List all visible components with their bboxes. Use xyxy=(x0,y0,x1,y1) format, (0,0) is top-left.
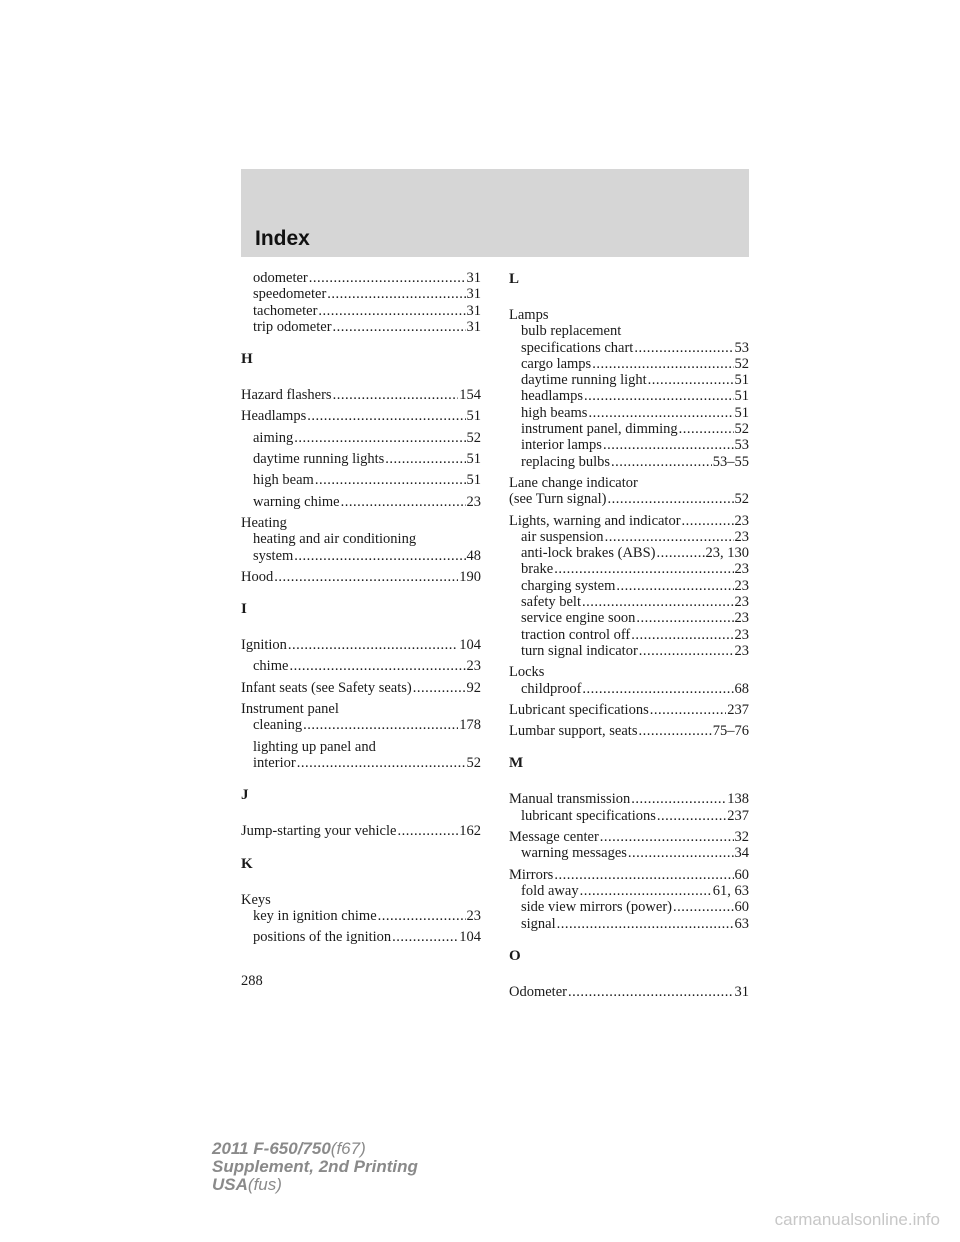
dot-leader xyxy=(657,808,726,824)
entry-page: 23 xyxy=(734,610,749,627)
index-entry xyxy=(509,867,749,883)
dot-leader xyxy=(584,388,733,404)
entry-page: 104 xyxy=(459,637,481,654)
index-entry xyxy=(241,680,481,696)
index-subentry xyxy=(509,610,749,626)
dot-leader xyxy=(603,437,734,453)
entry-text: Ignition xyxy=(241,637,287,654)
index-entry xyxy=(241,637,481,653)
dot-leader xyxy=(592,356,733,372)
index-subentry xyxy=(241,494,481,510)
entry-text: charging system xyxy=(521,577,616,594)
section-letter: J xyxy=(241,787,249,804)
entry-text: traction control off xyxy=(521,626,631,643)
index-subentry xyxy=(509,356,749,372)
index-subentry xyxy=(509,883,749,899)
entry-page: 31 xyxy=(734,983,749,1000)
dot-leader xyxy=(554,867,733,883)
entry-text: daytime running light xyxy=(521,372,647,389)
index-entry xyxy=(241,515,481,531)
index-subentry xyxy=(241,472,481,488)
index-subentry xyxy=(241,430,481,446)
dot-leader xyxy=(327,286,465,302)
entry-text: key in ignition chime xyxy=(253,907,377,924)
dot-leader xyxy=(580,883,712,899)
entry-page: 48 xyxy=(466,547,481,564)
entry-page: 23 xyxy=(734,512,749,529)
entry-page: 237 xyxy=(727,701,749,718)
entry-text: brake xyxy=(521,561,554,578)
dot-leader xyxy=(294,548,465,564)
entry-page: 51 xyxy=(466,451,481,468)
footer-line-2: Supplement, 2nd Printing xyxy=(212,1157,418,1176)
entry-text: Manual transmission xyxy=(509,791,631,808)
entry-text: Lumbar support, seats xyxy=(509,723,638,740)
dot-leader xyxy=(315,472,466,488)
index-subentry xyxy=(241,319,481,335)
index-entry xyxy=(509,791,749,807)
entry-text: Instrument panel xyxy=(241,701,339,718)
entry-text: Odometer xyxy=(509,983,567,1000)
entry-text: turn signal indicator xyxy=(521,642,638,659)
entry-page: 23, 130 xyxy=(705,545,749,562)
dot-leader xyxy=(636,610,733,626)
index-entry xyxy=(509,475,749,491)
index-subentry xyxy=(509,372,749,388)
dot-leader xyxy=(385,451,465,467)
section-letter: H xyxy=(241,351,253,368)
index-entry xyxy=(241,892,481,908)
index-subentry xyxy=(241,531,481,547)
entry-text: positions of the ignition xyxy=(253,929,392,946)
entry-page: 52 xyxy=(466,754,481,771)
index-entry xyxy=(241,823,481,839)
entry-text: instrument panel, dimming xyxy=(521,421,678,438)
index-subentry xyxy=(241,929,481,945)
footer-line-1 xyxy=(212,1140,418,1158)
dot-leader xyxy=(554,561,733,577)
dot-leader xyxy=(307,408,465,424)
entry-page: 23 xyxy=(734,642,749,659)
index-subentry xyxy=(509,899,749,915)
entry-page: 31 xyxy=(466,302,481,319)
entry-text: system xyxy=(253,547,294,564)
dot-leader xyxy=(378,908,466,924)
entry-page: 51 xyxy=(466,472,481,489)
dot-leader xyxy=(616,578,733,594)
index-subentry xyxy=(241,286,481,302)
page-number: 288 xyxy=(241,973,263,989)
index-subentry xyxy=(241,303,481,319)
entry-page: 60 xyxy=(734,866,749,883)
dot-leader xyxy=(673,899,734,915)
entry-page: 51 xyxy=(734,404,749,421)
entry-page: 51 xyxy=(466,408,481,425)
entry-page: 23 xyxy=(734,528,749,545)
entry-page: 23 xyxy=(734,577,749,594)
entry-page: 52 xyxy=(734,355,749,372)
dot-leader xyxy=(557,916,734,932)
index-entry xyxy=(509,664,749,680)
dot-leader xyxy=(318,303,465,319)
dot-leader xyxy=(333,387,459,403)
index-subentry xyxy=(509,545,749,561)
entry-page: 75–76 xyxy=(712,723,749,740)
dot-leader xyxy=(588,405,733,421)
entry-page: 53 xyxy=(734,437,749,454)
index-subentry xyxy=(509,916,749,932)
entry-text: headlamps xyxy=(521,388,584,405)
entry-text: Lane change indicator xyxy=(509,474,638,491)
index-entry xyxy=(241,408,481,424)
dot-leader xyxy=(297,755,466,771)
index-subentry xyxy=(509,421,749,437)
entry-text: tachometer xyxy=(253,302,318,319)
section-letter: I xyxy=(241,601,247,618)
entry-text: cleaning xyxy=(253,717,303,734)
section-header-band xyxy=(241,169,749,257)
entry-text: Infant seats (see Safety seats) xyxy=(241,679,412,696)
entry-text: Lamps xyxy=(509,307,549,323)
entry-page: 23 xyxy=(466,493,481,510)
entry-text: Message center xyxy=(509,829,599,846)
dot-leader xyxy=(638,723,711,739)
entry-page: 60 xyxy=(734,899,749,916)
entry-text: high beam xyxy=(253,472,314,489)
entry-page: 23 xyxy=(734,594,749,611)
entry-text: replacing bulbs xyxy=(521,453,610,470)
dot-leader xyxy=(611,454,712,470)
index-entry xyxy=(509,513,749,529)
index-entry xyxy=(509,491,749,507)
entry-text: childproof xyxy=(521,680,582,697)
dot-leader xyxy=(341,494,466,510)
entry-text: daytime running lights xyxy=(253,451,385,468)
entry-page: 190 xyxy=(459,568,481,585)
footer-model-code: (f67) xyxy=(330,1139,366,1158)
index-subentry xyxy=(509,808,749,824)
entry-text: Keys xyxy=(241,891,271,908)
entry-text: air suspension xyxy=(521,528,604,545)
index-subentry xyxy=(509,643,749,659)
entry-page: 92 xyxy=(466,679,481,696)
index-entry xyxy=(241,569,481,585)
footer-model: 2011 F-650/750 xyxy=(212,1139,331,1158)
entry-text: chime xyxy=(253,658,289,675)
entry-page: 31 xyxy=(466,286,481,303)
entry-page: 31 xyxy=(466,318,481,335)
footer-region: USA xyxy=(212,1175,248,1194)
dot-leader xyxy=(289,658,465,674)
entry-page: 23 xyxy=(734,561,749,578)
index-entry xyxy=(509,702,749,718)
dot-leader xyxy=(333,319,466,335)
entry-text: interior xyxy=(253,754,296,771)
entry-text: warning messages xyxy=(521,845,627,862)
entry-text: Lights, warning and indicator xyxy=(509,512,681,529)
entry-text: specifications chart xyxy=(521,339,634,356)
section-letter: O xyxy=(509,947,521,964)
entry-text: service engine soon xyxy=(521,610,636,627)
footer-region-code: (fus) xyxy=(247,1175,282,1194)
print-footer xyxy=(212,1140,418,1194)
index-subentry xyxy=(509,388,749,404)
index-column-left xyxy=(241,270,481,945)
entry-text: cargo lamps xyxy=(521,355,592,372)
dot-leader xyxy=(288,637,458,653)
entry-text: Hazard flashers xyxy=(241,387,332,404)
entry-text: Lubricant specifications xyxy=(509,701,649,718)
index-subentry xyxy=(241,451,481,467)
entry-page: 138 xyxy=(727,791,749,808)
entry-text: odometer xyxy=(253,270,308,286)
entry-page: 31 xyxy=(466,270,481,286)
entry-text: high beams xyxy=(521,404,588,421)
entry-page: 23 xyxy=(466,907,481,924)
entry-page: 51 xyxy=(734,388,749,405)
site-watermark: carmanualsonline.info xyxy=(774,1210,940,1229)
index-entry xyxy=(509,829,749,845)
index-subentry xyxy=(509,405,749,421)
dot-leader xyxy=(303,717,458,733)
entry-text: side view mirrors (power) xyxy=(521,899,672,916)
entry-page: 178 xyxy=(459,717,481,734)
entry-text: Hood xyxy=(241,568,274,585)
entry-page: 32 xyxy=(734,829,749,846)
entry-text: warning chime xyxy=(253,493,340,510)
entry-page: 68 xyxy=(734,680,749,697)
entry-page: 63 xyxy=(734,915,749,932)
entry-page: 237 xyxy=(727,807,749,824)
dot-leader xyxy=(631,627,733,643)
index-entry xyxy=(509,984,749,1000)
section-letter: L xyxy=(509,271,520,287)
dot-leader xyxy=(274,569,458,585)
entry-text: bulb replacement xyxy=(521,323,622,340)
entry-page: 52 xyxy=(734,491,749,508)
index-subentry xyxy=(509,454,749,470)
entry-page: 52 xyxy=(734,421,749,438)
index-column-right xyxy=(509,270,749,1000)
entry-text: Mirrors xyxy=(509,866,554,883)
index-subentry xyxy=(241,739,481,755)
dot-leader xyxy=(397,823,458,839)
dot-leader xyxy=(392,929,458,945)
index-subentry xyxy=(509,681,749,697)
dot-leader xyxy=(607,491,733,507)
index-subentry xyxy=(509,627,749,643)
entry-text: aiming xyxy=(253,429,294,446)
entry-text: trip odometer xyxy=(253,318,332,335)
dot-leader xyxy=(605,529,734,545)
index-subentry xyxy=(241,908,481,924)
entry-page: 52 xyxy=(466,429,481,446)
entry-text: heating and air conditioning xyxy=(253,531,417,548)
entry-text: safety belt xyxy=(521,594,581,611)
index-subentry xyxy=(509,437,749,453)
dot-leader xyxy=(650,702,727,718)
entry-text: Headlamps xyxy=(241,408,307,425)
index-subentry xyxy=(509,561,749,577)
dot-leader xyxy=(309,270,466,286)
index-entry xyxy=(509,307,749,323)
entry-text: lubricant specifications xyxy=(521,807,656,824)
section-letter: K xyxy=(241,855,253,872)
index-subentry xyxy=(509,845,749,861)
entry-page: 154 xyxy=(459,387,481,404)
index-entry xyxy=(509,723,749,739)
dot-leader xyxy=(679,421,734,437)
entry-text: interior lamps xyxy=(521,437,602,454)
index-entry xyxy=(241,387,481,403)
dot-leader xyxy=(682,513,734,529)
section-title: Index xyxy=(255,227,310,250)
dot-leader xyxy=(568,984,734,1000)
entry-text: (see Turn signal) xyxy=(509,491,607,508)
dot-leader xyxy=(631,791,726,807)
dot-leader xyxy=(634,340,733,356)
index-subentry xyxy=(509,529,749,545)
section-letter: M xyxy=(509,755,524,772)
entry-text: signal xyxy=(521,915,556,932)
index-entry xyxy=(241,701,481,717)
index-subentry xyxy=(509,594,749,610)
entry-page: 162 xyxy=(459,823,481,840)
index-subentry xyxy=(509,340,749,356)
dot-leader xyxy=(648,372,734,388)
dot-leader xyxy=(628,845,734,861)
entry-text: Heating xyxy=(241,514,287,531)
index-subentry xyxy=(241,270,481,286)
index-subentry xyxy=(509,323,749,339)
dot-leader xyxy=(639,643,734,659)
index-subentry xyxy=(241,755,481,771)
entry-page: 23 xyxy=(734,626,749,643)
entry-page: 34 xyxy=(734,845,749,862)
entry-text: lighting up panel and xyxy=(253,738,376,755)
entry-text: anti-lock brakes (ABS) xyxy=(521,545,656,562)
entry-text: Jump-starting your vehicle xyxy=(241,823,397,840)
dot-leader xyxy=(582,594,734,610)
entry-page: 23 xyxy=(466,658,481,675)
entry-page: 51 xyxy=(734,372,749,389)
index-subentry xyxy=(241,658,481,674)
entry-text: fold away xyxy=(521,882,579,899)
dot-leader xyxy=(294,430,465,446)
dot-leader xyxy=(600,829,734,845)
footer-line-3 xyxy=(212,1176,418,1194)
index-subentry xyxy=(241,548,481,564)
index-subentry xyxy=(241,717,481,733)
entry-page: 53 xyxy=(734,339,749,356)
dot-leader xyxy=(582,681,733,697)
entry-page: 53–55 xyxy=(712,453,749,470)
entry-page: 61, 63 xyxy=(712,882,749,899)
dot-leader xyxy=(657,545,705,561)
dot-leader xyxy=(413,680,466,696)
index-subentry xyxy=(509,578,749,594)
entry-page: 104 xyxy=(459,929,481,946)
entry-text: Locks xyxy=(509,664,545,681)
entry-text: speedometer xyxy=(253,286,327,303)
